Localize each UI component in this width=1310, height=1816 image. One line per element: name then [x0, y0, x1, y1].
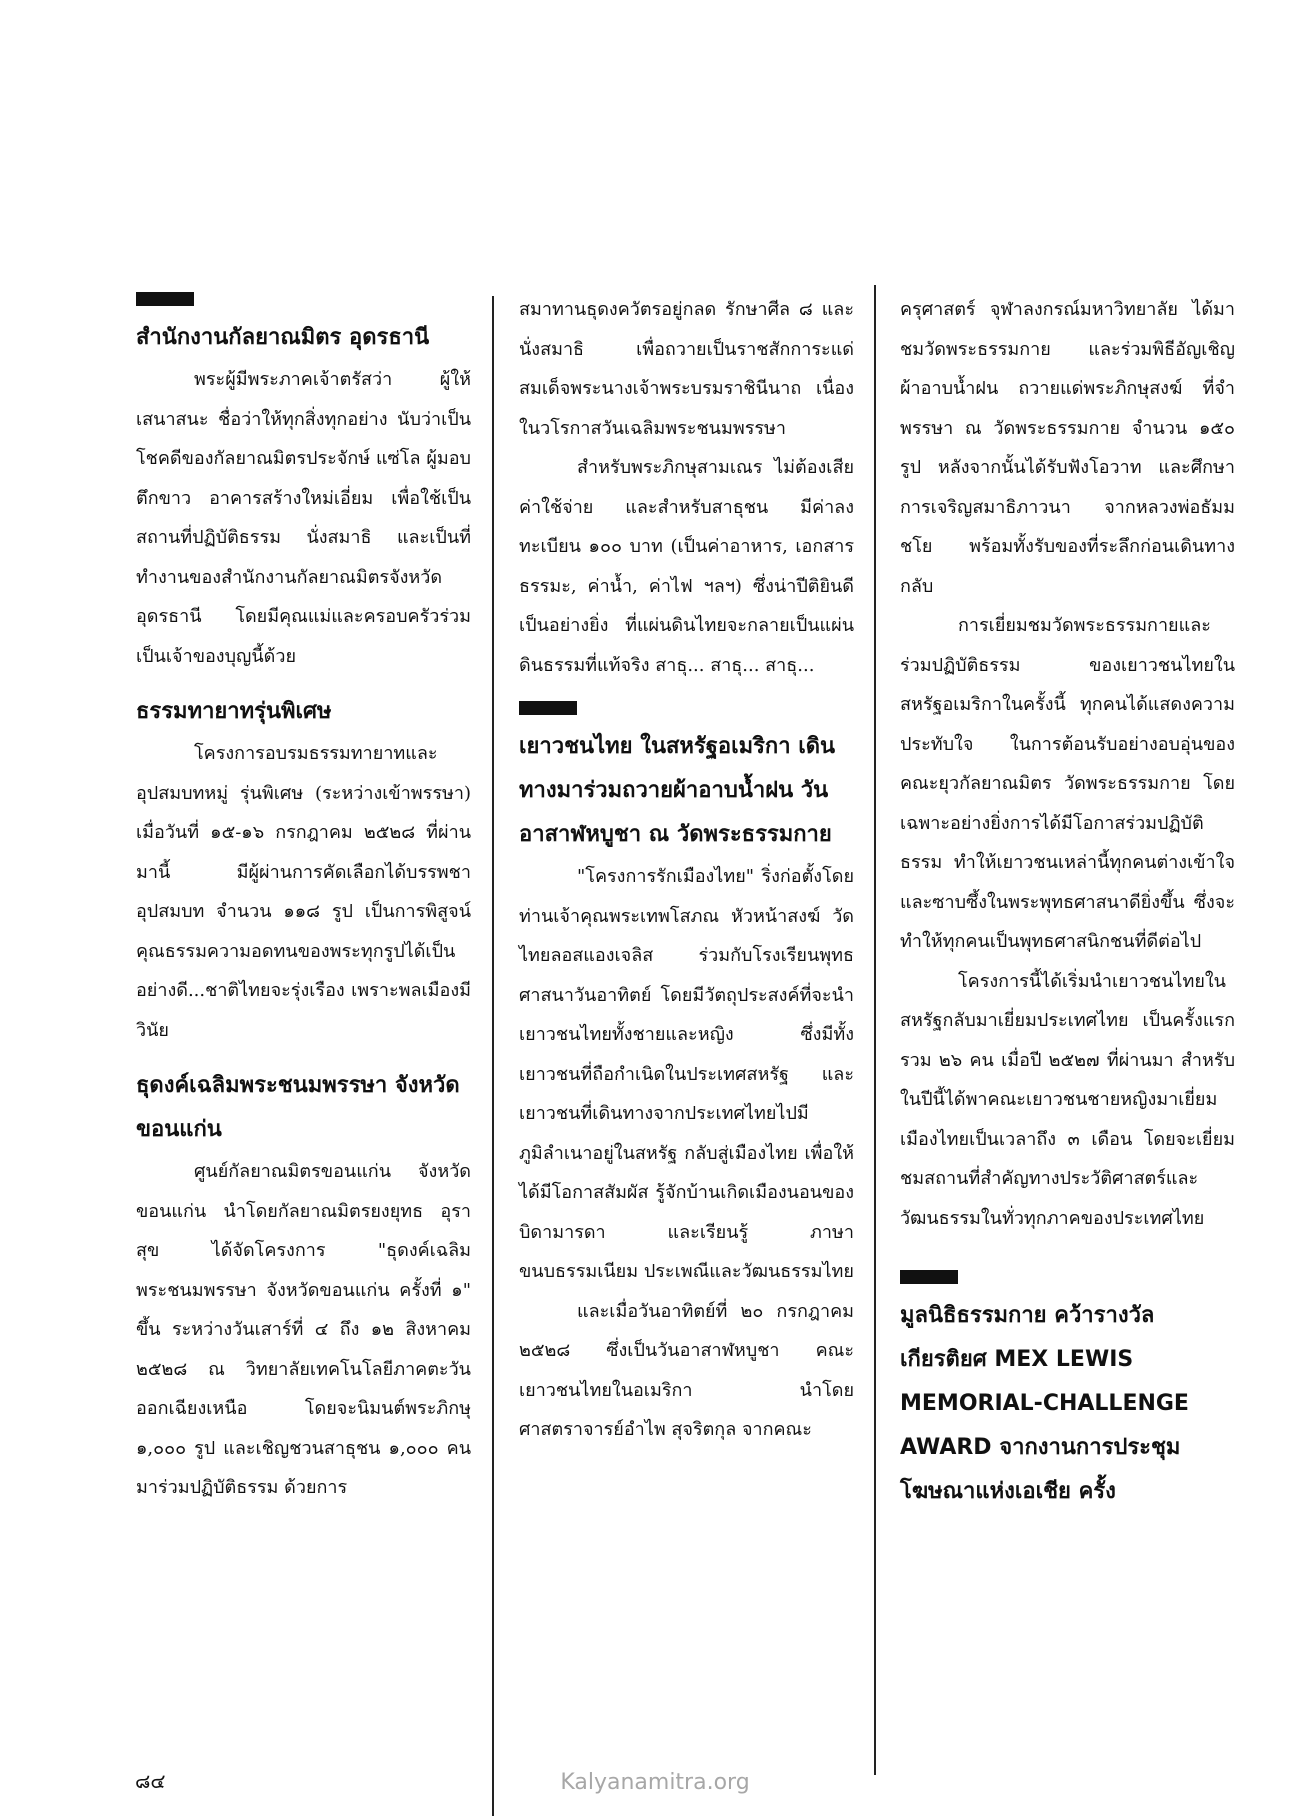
section-heading-special-dhammadayada: ธรรมทายาทรุ่นพิเศษ	[136, 699, 332, 724]
paragraph-udon-office: พระผู้มีพระภาคเจ้าตรัสว่า ผู้ให้เสนาสนะ ชื่อว่าให้ทุกสิ่งทุกอย่าง นับว่าเป็นโชคดีของกัลยาณมิตรประจักษ์ แซ่โล ผู้มอบตึกขาว อาคารสร้างใหม่เอี่ยม เพื่อใช้เป็นสถานที่ปฏิบัติธรรม นั่งสมาธิ และเป็นที่ทำงานของสำนักงานกัลยาณมิตรจังหวัดอุดรธานี โดยมีคุณแม่และครอบครัวร่วมเป็นเจ้าของบุญนี้ด้วย	[136, 369, 471, 667]
paragraph-asalha-bucha-visit: และเมื่อวันอาทิตย์ที่ ๒๐ กรกฎาคม ๒๕๒๘ ซึ่งเป็นวันอาสาฬหบูชา คณะเยาวชนไทยในอเมริกา นำโดยศาสตราจารย์อำไพ สุจริตกุล จากคณะ	[519, 1300, 854, 1440]
paragraph-visit-continued: ครุศาสตร์ จุฬาลงกรณ์มหาวิทยาลัย ได้มาชมวัดพระธรรมกาย และร่วมพิธีอัญเชิญผ้าอาบน้ำฝน ถวายแด่พระภิกษุสงฆ์ ที่จำพรรษา ณ วัดพระธรรมกาย จำนวน ๑๕๐ รูป หลังจากนั้นได้รับฟังโอวาท และศึกษาการเจริญสมาธิภาวนา จากหลวงพ่อธัมมชโย พร้อมทั้งรับของที่ระลึกก่อนเดินทางกลับ	[900, 299, 1235, 597]
section-heading-udon-office: สำนักงานกัลยาณมิตร อุดรธานี	[136, 325, 430, 350]
column-divider-left	[492, 296, 494, 1816]
watermark-text: Kalyanamitra.org	[560, 1770, 750, 1795]
paragraph-youth-impression: การเยี่ยมชมวัดพระธรรมกายและร่วมปฏิบัติธรรม ของเยาวชนไทยในสหรัฐอเมริกาในครั้งนี้ ทุกคนได้แสดงความประทับใจ ในการต้อนรับอย่างอบอุ่นของคณะยุวกัลยาณมิตร วัดพระธรรมกาย โดยเฉพาะอย่างยิ่งการได้มีโอกาสร่วมปฏิบัติธรรม ทำให้เยาวชนเหล่านี้ทุกคนต่างเข้าใจและซาบซึ้งในพระพุทธศาสนาดียิ่งขึ้น ซึ่งจะทำให้ทุกคนเป็นพุทธศาสนิกชนที่ดีต่อไป	[900, 615, 1235, 952]
section-marker	[136, 292, 194, 306]
article-column-1	[136, 290, 471, 1508]
paragraph-registration-fee: สำหรับพระภิกษุสามเณร ไม่ต้องเสียค่าใช้จ่าย และสำหรับสาธุชน มีค่าลงทะเบียน ๑๐๐ บาท (เป็นค่าอาหาร, เอกสารธรรมะ, ค่าน้ำ, ค่าไฟ ฯลฯ) ซึ่งน่าปีติยินดีเป็นอย่างยิ่ง ที่แผ่นดินไทยจะกลายเป็นแผ่นดินธรรมที่แท้จริง สาธุ... สาธุ... สาธุ...	[519, 457, 854, 676]
paragraph-project-history: โครงการนี้ได้เริ่มนำเยาวชนไทยในสหรัฐกลับมาเยี่ยมประเทศไทย เป็นครั้งแรก รวม ๒๖ คน เมื่อปี ๒๕๒๗ ที่ผ่านมา สำหรับในปีนี้ได้พาคณะเยาวชนชายหญิงมาเยี่ยมเมืองไทยเป็นเวลาถึง ๓ เดือน โดยจะเยี่ยมชมสถานที่สำคัญทางประวัติศาสตร์และวัฒนธรรมในทั่วทุกภาคของประเทศไทย	[900, 970, 1235, 1229]
section-marker	[900, 1270, 958, 1284]
column-divider-right	[874, 285, 876, 1775]
page-number: ๘๔	[135, 1769, 166, 1793]
paragraph-love-thailand-project: "โครงการรักเมืองไทย" ริ่งก่อตั้งโดย ท่านเจ้าคุณพระเทพโสภณ หัวหน้าสงฆ์ วัดไทยลอสแองเจลิส ร่วมกับโรงเรียนพุทธศาสนาวันอาทิตย์ โดยมีวัตถุประสงค์ที่จะนำเยาวชนไทยทั้งชายและหญิง ซึ่งมีทั้งเยาวชนที่ถือกำเนิดในประเทศสหรัฐ และเยาวชนที่เดินทางจากประเทศไทยไปมีภูมิลำเนาอยู่ในสหรัฐ กลับสู่เมืองไทย เพื่อให้ได้มีโอกาสสัมผัส รู้จักบ้านเกิดเมืองนอนของบิดามารดา และเรียนรู้ ภาษา ขนบธรรมเนียม ประเพณีและวัฒนธรรมไทย	[519, 866, 854, 1282]
paragraph-dhutanga-khonkaen: ศูนย์กัลยาณมิตรขอนแก่น จังหวัดขอนแก่น นำโดยกัลยาณมิตรยงยุทธ อุราสุข ได้จัดโครงการ "ธุดงค์เฉลิมพระชนมพรรษา จังหวัดขอนแก่น ครั้งที่ ๑" ขึ้น ระหว่างวันเสาร์ที่ ๔ ถึง ๑๒ สิงหาคม ๒๕๒๘ ณ วิทยาลัยเทคโนโลยีภาคตะวันออกเฉียงเหนือ โดยจะนิมนต์พระภิกษุ ๑,๐๐๐ รูป และเชิญชวนสาธุชน ๑,๐๐๐ คน มาร่วมปฏิบัติธรรม ด้วยการ	[136, 1161, 471, 1498]
section-heading-dhutanga-khonkaen: ธุดงค์เฉลิมพระชนมพรรษา จังหวัดขอนแก่น	[136, 1073, 460, 1142]
paragraph-dhutanga-continued: สมาทานธุดงควัตรอยู่กลด รักษาศีล ๘ และนั่งสมาธิ เพื่อถวายเป็นราชสักการะแด่สมเด็จพระนางเจ้าพระบรมราชินีนาถ เนื่องในวโรกาสวันเฉลิมพระชนมพรรษา	[519, 299, 854, 439]
paragraph-special-dhammadayada: โครงการอบรมธรรมทายาทและอุปสมบทหมู่ รุ่นพิเศษ (ระหว่างเข้าพรรษา) เมื่อวันที่ ๑๕-๑๖ กรกฎาคม ๒๕๒๘ ที่ผ่านมานี้ มีผู้ผ่านการคัดเลือกได้บรรพชาอุปสมบท จำนวน ๑๑๘ รูป เป็นการพิสูจน์คุณธรรมความอดทนของพระทุกรูปได้เป็นอย่างดี...ชาติไทยจะรุ่งเรือง เพราะพลเมืองมีวินัย	[136, 743, 471, 1041]
article-column-2	[519, 290, 854, 1450]
section-heading-thai-youth-usa: เยาวชนไทย ในสหรัฐอเมริกา เดินทางมาร่วมถวายผ้าอาบน้ำฝน วันอาสาฬหบูชา ณ วัดพระธรรมกาย	[519, 734, 836, 847]
section-marker	[519, 701, 577, 715]
section-heading-foundation-award: มูลนิธิธรรมกาย คว้ารางวัลเกียรติยศ MEX LEWIS MEMORIAL-CHALLENGE AWARD จากงานการประชุมโฆษณาแห่งเอเชีย ครั้ง	[900, 1303, 1189, 1504]
article-column-3	[900, 290, 1235, 1514]
